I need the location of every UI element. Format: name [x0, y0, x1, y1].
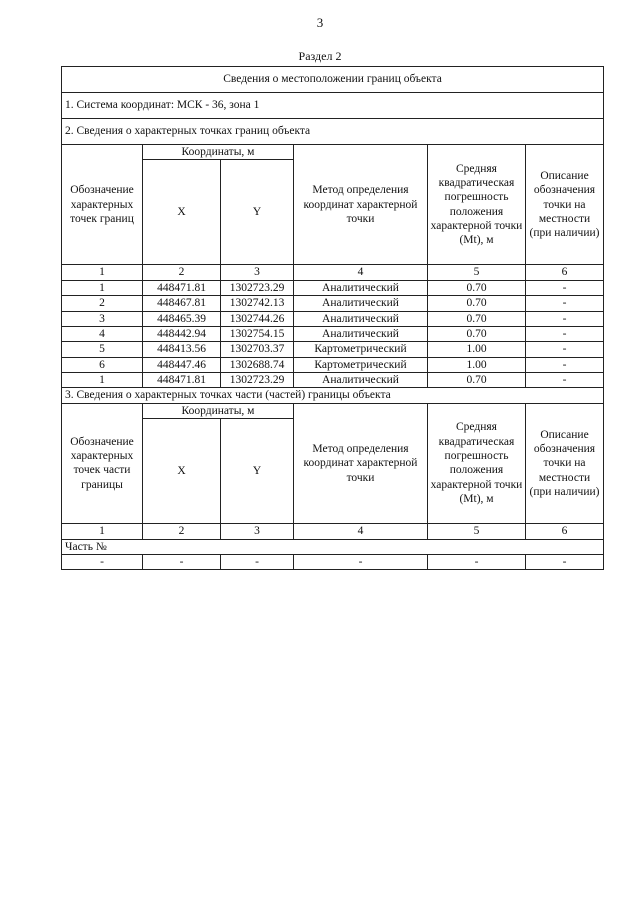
- coord-x: 448467.81: [143, 296, 221, 311]
- header-method: Метод определения координат характерной точки: [294, 145, 428, 265]
- empty-cell: -: [294, 554, 428, 569]
- header-x: X: [143, 160, 221, 265]
- method: Картометрический: [294, 342, 428, 357]
- coord-x: 448413.56: [143, 342, 221, 357]
- header2-designation: Обозначение характерных точек части границы: [62, 403, 143, 523]
- column-number: 6: [526, 265, 604, 280]
- column-numbers-row-2: [62, 524, 604, 539]
- header2-y: Y: [221, 419, 294, 524]
- column-number: 5: [428, 524, 526, 539]
- description: -: [526, 373, 604, 388]
- table-row-empty: [62, 554, 604, 569]
- description: -: [526, 326, 604, 341]
- coord-x: 448442.94: [143, 326, 221, 341]
- point-id: 3: [62, 311, 143, 326]
- coord-y: 1302754.15: [221, 326, 294, 341]
- point-id: 1: [62, 373, 143, 388]
- header-description: Описание обозначения точки на местности (при наличии): [526, 145, 604, 265]
- column-numbers-row: [62, 265, 604, 280]
- header2-method: Метод определения координат характерной точки: [294, 403, 428, 523]
- coord-y: 1302688.74: [221, 357, 294, 372]
- point-id: 2: [62, 296, 143, 311]
- coord-y: 1302742.13: [221, 296, 294, 311]
- description: -: [526, 280, 604, 295]
- table-title: Сведения о местоположении границ объекта: [62, 67, 604, 93]
- description: -: [526, 296, 604, 311]
- coord-x: 448471.81: [143, 280, 221, 295]
- header2-x: X: [143, 419, 221, 524]
- coord-y: 1302703.37: [221, 342, 294, 357]
- empty-cell: -: [428, 554, 526, 569]
- header-y: Y: [221, 160, 294, 265]
- table-row: [62, 311, 604, 326]
- column-number: 1: [62, 265, 143, 280]
- table-row: [62, 280, 604, 295]
- coord-x: 448471.81: [143, 373, 221, 388]
- error-mt: 1.00: [428, 342, 526, 357]
- point-id: 1: [62, 280, 143, 295]
- table-row: [62, 342, 604, 357]
- part2-title: 2. Сведения о характерных точках границ объекта: [62, 119, 604, 145]
- coord-x: 448447.46: [143, 357, 221, 372]
- header2-description: Описание обозначения точки на местности (при наличии): [526, 403, 604, 523]
- header-error: Средняя квадратическая погрешность положения характерной точки (Mt), м: [428, 145, 526, 265]
- error-mt: 0.70: [428, 280, 526, 295]
- method: Аналитический: [294, 311, 428, 326]
- method: Аналитический: [294, 326, 428, 341]
- table-row: [62, 357, 604, 372]
- empty-cell: -: [143, 554, 221, 569]
- column-number: 2: [143, 265, 221, 280]
- boundary-table: [61, 66, 604, 570]
- description: -: [526, 311, 604, 326]
- page-number: 3: [316, 15, 324, 30]
- method: Картометрический: [294, 357, 428, 372]
- error-mt: 0.70: [428, 296, 526, 311]
- method: Аналитический: [294, 296, 428, 311]
- coord-x: 448465.39: [143, 311, 221, 326]
- section-label: Раздел 2: [298, 49, 342, 63]
- column-number: 6: [526, 524, 604, 539]
- header-designation: Обозначение характерных точек границ: [62, 145, 143, 265]
- column-number: 4: [294, 524, 428, 539]
- coord-y: 1302723.29: [221, 373, 294, 388]
- column-number: 5: [428, 265, 526, 280]
- error-mt: 0.70: [428, 326, 526, 341]
- column-number: 4: [294, 265, 428, 280]
- description: -: [526, 342, 604, 357]
- point-id: 6: [62, 357, 143, 372]
- column-number: 1: [62, 524, 143, 539]
- column-number: 2: [143, 524, 221, 539]
- part-number-label: Часть №: [62, 539, 604, 554]
- empty-cell: -: [62, 554, 143, 569]
- error-mt: 1.00: [428, 357, 526, 372]
- header2-error: Средняя квадратическая погрешность положения характерной точки (Mt), м: [428, 403, 526, 523]
- coordinate-system: 1. Система координат: МСК - 36, зона 1: [62, 93, 604, 119]
- method: Аналитический: [294, 280, 428, 295]
- header-coordinates: Координаты, м: [143, 145, 294, 160]
- header2-coordinates: Координаты, м: [143, 403, 294, 418]
- error-mt: 0.70: [428, 311, 526, 326]
- coord-y: 1302744.26: [221, 311, 294, 326]
- method: Аналитический: [294, 373, 428, 388]
- point-id: 5: [62, 342, 143, 357]
- description: -: [526, 357, 604, 372]
- column-number: 3: [221, 265, 294, 280]
- error-mt: 0.70: [428, 373, 526, 388]
- column-number: 3: [221, 524, 294, 539]
- empty-cell: -: [526, 554, 604, 569]
- empty-cell: -: [221, 554, 294, 569]
- table-row: [62, 326, 604, 341]
- part3-title: 3. Сведения о характерных точках части (частей) границы объекта: [62, 388, 604, 403]
- coord-y: 1302723.29: [221, 280, 294, 295]
- point-id: 4: [62, 326, 143, 341]
- table-row: [62, 296, 604, 311]
- table-row: [62, 373, 604, 388]
